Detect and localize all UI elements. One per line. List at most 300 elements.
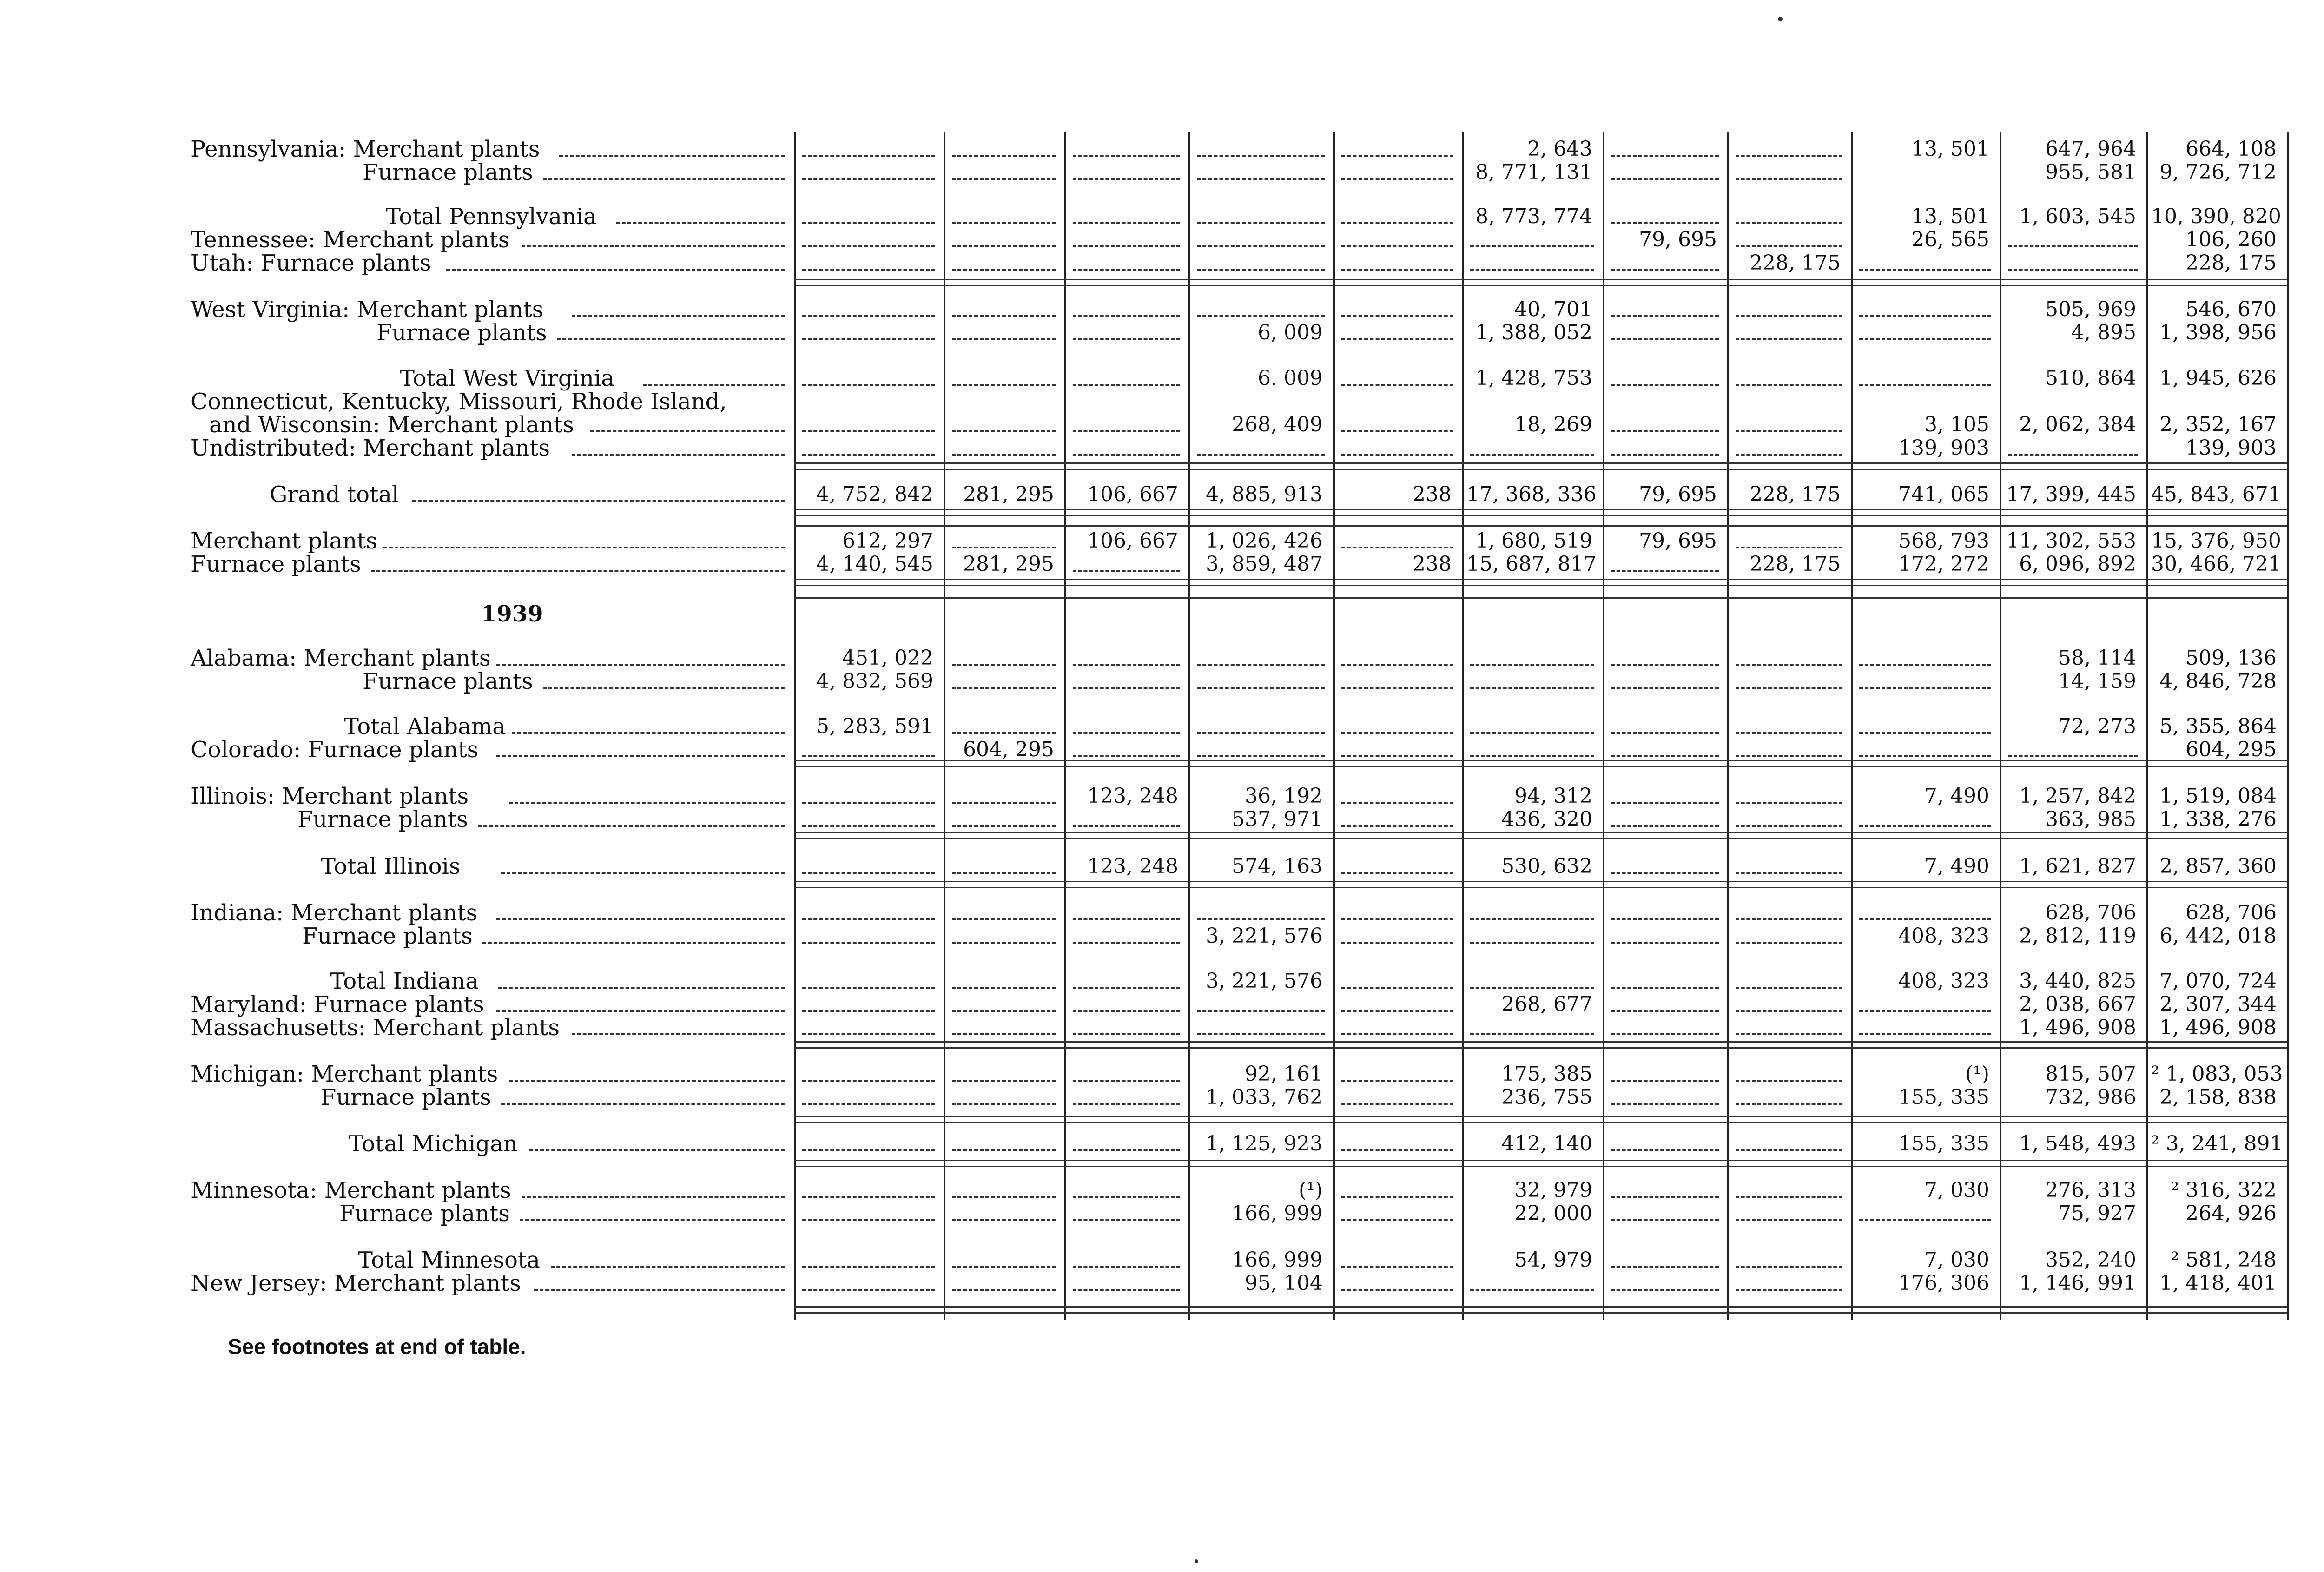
table-cell: 14, 159 — [2058, 669, 2136, 693]
row-label: Minnesota: Merchant plants — [191, 1177, 511, 1203]
empty-cell-leader — [952, 1219, 1056, 1221]
column-rule — [1462, 132, 1464, 1320]
table-cell: 1, 146, 991 — [2019, 1271, 2136, 1295]
table-cell: 412, 140 — [1501, 1132, 1592, 1156]
row-label: Maryland: Furnace plants — [191, 991, 484, 1017]
empty-cell-leader — [1073, 570, 1180, 572]
empty-cell-leader — [802, 315, 935, 317]
empty-cell-leader — [1341, 1103, 1453, 1105]
empty-cell-leader — [802, 825, 935, 827]
table-cell: 106, 667 — [1087, 482, 1178, 506]
table-cell: 1, 548, 493 — [2019, 1132, 2136, 1156]
table-cell: 13, 501 — [1911, 137, 1989, 161]
table-cell: 4, 846, 728 — [2159, 669, 2277, 693]
table-cell: 10, 390, 820 — [2151, 205, 2281, 228]
empty-cell-leader — [1073, 732, 1180, 734]
empty-cell-leader — [952, 918, 1056, 920]
empty-cell-leader — [1736, 1196, 1842, 1198]
row-label: Furnace plants — [363, 668, 533, 694]
table-cell: 352, 240 — [2045, 1248, 2136, 1272]
empty-cell-leader — [1341, 1010, 1453, 1012]
scan-speck — [1195, 1559, 1198, 1563]
empty-cell-leader — [1611, 1033, 1719, 1035]
leader-dots — [496, 664, 785, 666]
empty-cell-leader — [1073, 315, 1180, 317]
table-cell: 604, 295 — [2185, 738, 2277, 761]
group-rule — [794, 1041, 2287, 1049]
empty-cell-leader — [802, 454, 935, 456]
table-cell: 238 — [1413, 482, 1452, 506]
empty-cell-leader — [1611, 732, 1719, 734]
group-rule — [794, 1116, 2287, 1123]
table-cell: 3, 440, 825 — [2019, 969, 2136, 993]
empty-cell-leader — [1341, 315, 1453, 317]
empty-cell-leader — [1341, 430, 1453, 432]
table-cell: 1, 428, 753 — [1475, 366, 1592, 390]
table-cell: 15, 376, 950 — [2151, 529, 2281, 553]
empty-cell-leader — [1073, 430, 1180, 432]
empty-cell-leader — [1859, 664, 1991, 666]
row-label: Total West Virginia — [400, 365, 614, 391]
empty-cell-leader — [1470, 454, 1594, 456]
row-label: and Wisconsin: Merchant plants — [209, 412, 574, 438]
empty-cell-leader — [802, 987, 935, 989]
table-cell: 510, 864 — [2045, 366, 2136, 390]
empty-cell-leader — [952, 315, 1056, 317]
table-cell: 6, 442, 018 — [2159, 924, 2277, 948]
empty-cell-leader — [802, 918, 935, 920]
row-label: Furnace plants — [339, 1201, 510, 1227]
table-cell: 268, 677 — [1501, 992, 1592, 1016]
table-cell: ² 3, 241, 891 — [2151, 1132, 2283, 1156]
empty-cell-leader — [1470, 664, 1594, 666]
column-rule — [2146, 132, 2148, 1320]
empty-cell-leader — [1736, 178, 1842, 180]
empty-cell-leader — [1073, 1080, 1180, 1082]
row-label: New Jersey: Merchant plants — [191, 1270, 521, 1296]
column-rule — [1603, 132, 1604, 1320]
column-rule — [1333, 132, 1335, 1320]
empty-cell-leader — [1859, 1033, 1991, 1035]
table-cell: 3, 105 — [1924, 413, 1989, 436]
empty-cell-leader — [1859, 825, 1991, 827]
group-rule — [794, 462, 2287, 470]
empty-cell-leader — [1470, 987, 1594, 989]
column-rule — [944, 132, 945, 1320]
empty-cell-leader — [1611, 664, 1719, 666]
empty-cell-leader — [1611, 155, 1719, 157]
section-rule — [794, 525, 2287, 527]
empty-cell-leader — [952, 732, 1056, 734]
empty-cell-leader — [1736, 454, 1842, 456]
empty-cell-leader — [1341, 547, 1453, 548]
empty-cell-leader — [1470, 1289, 1594, 1291]
leader-dots — [501, 872, 785, 874]
empty-cell-leader — [1470, 687, 1594, 689]
leader-dots — [496, 1010, 785, 1012]
table-cell: 530, 632 — [1501, 854, 1592, 878]
table-cell: 7, 490 — [1924, 854, 1989, 878]
leader-dots — [509, 1080, 785, 1082]
table-cell: 509, 136 — [2185, 646, 2277, 670]
leader-dots — [590, 430, 785, 432]
table-cell: 546, 670 — [2185, 297, 2277, 321]
empty-cell-leader — [1611, 1103, 1719, 1105]
group-rule — [794, 832, 2287, 839]
empty-cell-leader — [1859, 755, 1991, 757]
empty-cell-leader — [1073, 338, 1180, 340]
empty-cell-leader — [952, 1103, 1056, 1105]
table-cell: 1, 621, 827 — [2019, 854, 2136, 878]
table-cell: 2, 352, 167 — [2159, 413, 2277, 436]
table-cell: 2, 158, 838 — [2159, 1085, 2277, 1109]
leader-dots — [478, 825, 785, 827]
empty-cell-leader — [1611, 315, 1719, 317]
table-cell: 647, 964 — [2045, 137, 2136, 161]
empty-cell-leader — [1341, 942, 1453, 944]
table-cell: 1, 519, 084 — [2159, 784, 2277, 808]
row-label: West Virginia: Merchant plants — [191, 297, 544, 323]
empty-cell-leader — [1073, 1289, 1180, 1291]
empty-cell-leader — [1736, 1149, 1842, 1151]
table-cell: 79, 695 — [1639, 482, 1717, 506]
empty-cell-leader — [1736, 942, 1842, 944]
page-number — [2317, 1297, 2324, 1380]
leader-dots — [496, 755, 785, 757]
empty-cell-leader — [802, 1149, 935, 1151]
empty-cell-leader — [1611, 1149, 1719, 1151]
empty-cell-leader — [802, 384, 935, 386]
section-rule — [794, 597, 2287, 599]
empty-cell-leader — [2008, 269, 2138, 271]
empty-cell-leader — [1197, 664, 1325, 666]
table-cell: 4, 885, 913 — [1206, 482, 1323, 506]
leader-dots — [572, 1033, 785, 1035]
row-label: Furnace plants — [302, 923, 473, 949]
table-cell: 58, 114 — [2058, 646, 2136, 670]
empty-cell-leader — [1736, 1103, 1842, 1105]
table-cell: 741, 065 — [1898, 482, 1989, 506]
empty-cell-leader — [952, 1196, 1056, 1198]
empty-cell-leader — [802, 1219, 935, 1221]
empty-cell-leader — [1736, 1033, 1842, 1035]
group-rule — [794, 881, 2287, 888]
empty-cell-leader — [1611, 1080, 1719, 1082]
empty-cell-leader — [802, 178, 935, 180]
empty-cell-leader — [802, 942, 935, 944]
empty-cell-leader — [802, 269, 935, 271]
empty-cell-leader — [1611, 269, 1719, 271]
empty-cell-leader — [1736, 315, 1842, 317]
leader-dots — [501, 1103, 785, 1105]
empty-cell-leader — [1341, 987, 1453, 989]
empty-cell-leader — [1611, 1010, 1719, 1012]
table-cell: 264, 926 — [2185, 1202, 2277, 1225]
empty-cell-leader — [1736, 1010, 1842, 1012]
table-cell: 8, 773, 774 — [1475, 205, 1592, 228]
table-cell: 4, 895 — [2071, 321, 2136, 344]
table-cell: 1, 033, 762 — [1206, 1085, 1323, 1109]
table-cell: 17, 399, 445 — [2006, 482, 2136, 506]
empty-cell-leader — [1341, 872, 1453, 874]
empty-cell-leader — [2008, 245, 2138, 247]
table-cell: 228, 175 — [1750, 251, 1841, 275]
empty-cell-leader — [1073, 384, 1180, 386]
empty-cell-leader — [1736, 1289, 1842, 1291]
empty-cell-leader — [802, 1289, 935, 1291]
empty-cell-leader — [1197, 269, 1325, 271]
empty-cell-leader — [952, 547, 1056, 548]
footnote-note: See footnotes at end of table. — [228, 1334, 526, 1359]
empty-cell-leader — [1859, 269, 1991, 271]
table-cell: 732, 986 — [2045, 1085, 2136, 1109]
group-rule — [794, 279, 2287, 286]
empty-cell-leader — [1611, 687, 1719, 689]
empty-cell-leader — [1341, 687, 1453, 689]
empty-cell-leader — [1197, 1033, 1325, 1035]
table-cell: 4, 752, 842 — [816, 482, 933, 506]
row-label: Massachusetts: Merchant plants — [191, 1015, 560, 1041]
table-cell: 36, 192 — [1245, 784, 1323, 808]
row-label: Total Indiana — [330, 968, 479, 994]
table-cell: 166, 999 — [1232, 1248, 1323, 1272]
empty-cell-leader — [1736, 918, 1842, 920]
table-cell: 664, 108 — [2185, 137, 2277, 161]
leader-dots — [543, 178, 785, 180]
empty-cell-leader — [952, 384, 1056, 386]
empty-cell-leader — [802, 1033, 935, 1035]
empty-cell-leader — [1341, 1219, 1453, 1221]
table-cell: 18, 269 — [1514, 413, 1592, 436]
empty-cell-leader — [1341, 802, 1453, 804]
table-cell: 139, 903 — [1898, 436, 1989, 460]
empty-cell-leader — [1197, 755, 1325, 757]
table-cell: 268, 409 — [1232, 413, 1323, 436]
empty-cell-leader — [2008, 454, 2138, 456]
empty-cell-leader — [1736, 987, 1842, 989]
column-rule — [794, 132, 796, 1320]
empty-cell-leader — [1736, 802, 1842, 804]
empty-cell-leader — [1859, 315, 1991, 317]
empty-cell-leader — [952, 454, 1056, 456]
empty-cell-leader — [1197, 918, 1325, 920]
table-cell: 32, 979 — [1514, 1178, 1592, 1202]
row-label: Furnace plants — [376, 320, 547, 346]
table-cell: ² 581, 248 — [2171, 1248, 2277, 1272]
leader-dots — [520, 1219, 785, 1221]
table-cell: 281, 295 — [963, 482, 1054, 506]
table-cell: 166, 999 — [1232, 1202, 1323, 1225]
empty-cell-leader — [952, 664, 1056, 666]
table-cell: 15, 687, 817 — [1466, 552, 1597, 576]
table-cell: 537, 971 — [1232, 807, 1323, 831]
table-cell: 1, 125, 923 — [1206, 1132, 1323, 1156]
leader-dots — [551, 1266, 785, 1268]
empty-cell-leader — [952, 987, 1056, 989]
row-label: Connecticut, Kentucky, Missouri, Rhode Island, — [191, 389, 727, 415]
table-cell: 568, 793 — [1898, 529, 1989, 553]
empty-cell-leader — [1736, 245, 1842, 247]
empty-cell-leader — [1341, 155, 1453, 157]
empty-cell-leader — [952, 245, 1056, 247]
column-rule — [1064, 132, 1066, 1320]
table-cell: 612, 297 — [842, 529, 933, 553]
empty-cell-leader — [1073, 245, 1180, 247]
empty-cell-leader — [1736, 222, 1842, 224]
empty-cell-leader — [802, 1196, 935, 1198]
empty-cell-leader — [1073, 1266, 1180, 1268]
empty-cell-leader — [1341, 338, 1453, 340]
leader-dots — [559, 155, 785, 157]
empty-cell-leader — [952, 1266, 1056, 1268]
empty-cell-leader — [1736, 1080, 1842, 1082]
empty-cell-leader — [1859, 338, 1991, 340]
table-cell: 176, 306 — [1898, 1271, 1989, 1295]
empty-cell-leader — [1736, 872, 1842, 874]
table-cell: 7, 030 — [1924, 1178, 1989, 1202]
empty-cell-leader — [1611, 942, 1719, 944]
empty-cell-leader — [1736, 338, 1842, 340]
column-rule — [1188, 132, 1190, 1320]
empty-cell-leader — [1611, 872, 1719, 874]
empty-cell-leader — [1197, 155, 1325, 157]
empty-cell-leader — [1736, 825, 1842, 827]
empty-cell-leader — [1611, 987, 1719, 989]
empty-cell-leader — [952, 155, 1056, 157]
empty-cell-leader — [1341, 918, 1453, 920]
table-cell: 228, 175 — [1750, 552, 1841, 576]
empty-cell-leader — [802, 1103, 935, 1105]
empty-cell-leader — [1341, 664, 1453, 666]
table-cell: 95, 104 — [1245, 1271, 1323, 1295]
table-cell: 94, 312 — [1514, 784, 1592, 808]
table-cell: 604, 295 — [963, 738, 1054, 761]
empty-cell-leader — [1736, 732, 1842, 734]
empty-cell-leader — [802, 802, 935, 804]
table-cell: 7, 070, 724 — [2159, 969, 2277, 993]
empty-cell-leader — [1470, 732, 1594, 734]
empty-cell-leader — [1197, 315, 1325, 317]
leader-dots — [572, 454, 785, 456]
leader-dots — [371, 570, 785, 572]
leader-dots — [557, 338, 785, 340]
table-cell: ² 316, 322 — [2171, 1178, 2277, 1202]
empty-cell-leader — [1736, 430, 1842, 432]
table-cell: 172, 272 — [1898, 552, 1989, 576]
empty-cell-leader — [1073, 1033, 1180, 1035]
column-rule — [2000, 132, 2001, 1320]
row-label: Furnace plants — [191, 551, 361, 577]
table-cell: 276, 313 — [2045, 1178, 2136, 1202]
empty-cell-leader — [1341, 1033, 1453, 1035]
empty-cell-leader — [1341, 1266, 1453, 1268]
table-cell: 75, 927 — [2058, 1202, 2136, 1225]
empty-cell-leader — [1197, 1010, 1325, 1012]
empty-cell-leader — [952, 430, 1056, 432]
row-label: Colorado: Furnace plants — [191, 737, 479, 763]
empty-cell-leader — [1073, 664, 1180, 666]
table-cell: 4, 832, 569 — [816, 669, 933, 693]
empty-cell-leader — [1073, 178, 1180, 180]
table-cell: 281, 295 — [963, 552, 1054, 576]
leader-dots — [643, 384, 785, 386]
empty-cell-leader — [1073, 825, 1180, 827]
empty-cell-leader — [1197, 178, 1325, 180]
empty-cell-leader — [1470, 269, 1594, 271]
empty-cell-leader — [952, 222, 1056, 224]
leader-dots — [482, 942, 785, 944]
table-cell: 236, 755 — [1501, 1085, 1592, 1109]
table-cell: 79, 695 — [1639, 529, 1717, 553]
column-rule — [2287, 132, 2289, 1320]
leader-dots — [512, 732, 785, 734]
empty-cell-leader — [1341, 1289, 1453, 1291]
table-cell: 13, 501 — [1911, 205, 1989, 228]
year-heading: 1939 — [481, 601, 543, 627]
empty-cell-leader — [1073, 687, 1180, 689]
empty-cell-leader — [1341, 178, 1453, 180]
empty-cell-leader — [1470, 245, 1594, 247]
table-cell: 1, 945, 626 — [2159, 366, 2277, 390]
row-label: Illinois: Merchant plants — [191, 783, 469, 809]
row-label: Total Illinois — [321, 853, 461, 879]
row-label: Total Michigan — [349, 1131, 518, 1157]
table-cell: 3, 859, 487 — [1206, 552, 1323, 576]
empty-cell-leader — [1736, 155, 1842, 157]
table-cell: 9, 726, 712 — [2159, 160, 2277, 184]
empty-cell-leader — [1736, 547, 1842, 548]
empty-cell-leader — [1073, 987, 1180, 989]
row-label: Tennessee: Merchant plants — [191, 227, 510, 253]
empty-cell-leader — [1859, 687, 1991, 689]
empty-cell-leader — [952, 942, 1056, 944]
empty-cell-leader — [1611, 918, 1719, 920]
table-cell: 5, 355, 864 — [2159, 714, 2277, 738]
empty-cell-leader — [1197, 732, 1325, 734]
table-cell: 22, 000 — [1514, 1202, 1592, 1225]
empty-cell-leader — [802, 245, 935, 247]
empty-cell-leader — [1197, 222, 1325, 224]
empty-cell-leader — [1073, 222, 1180, 224]
empty-cell-leader — [1341, 1149, 1453, 1151]
table-cell: 17, 368, 336 — [1466, 482, 1597, 506]
table-cell: 155, 335 — [1898, 1085, 1989, 1109]
empty-cell-leader — [802, 222, 935, 224]
table-cell: 45, 843, 671 — [2151, 482, 2281, 506]
empty-cell-leader — [1611, 755, 1719, 757]
table-cell: 1, 418, 401 — [2159, 1271, 2277, 1295]
table-cell: 4, 140, 545 — [816, 552, 933, 576]
table-cell: 408, 323 — [1898, 969, 1989, 993]
empty-cell-leader — [1341, 825, 1453, 827]
leader-dots — [529, 1149, 785, 1151]
table-cell: 628, 706 — [2185, 901, 2277, 925]
empty-cell-leader — [952, 1149, 1056, 1151]
row-label: Total Pennsylvania — [386, 204, 597, 230]
row-label: Furnace plants — [363, 159, 533, 185]
empty-cell-leader — [2008, 755, 2138, 757]
empty-cell-leader — [1611, 430, 1719, 432]
empty-cell-leader — [1341, 732, 1453, 734]
empty-cell-leader — [802, 338, 935, 340]
leader-dots — [496, 918, 785, 920]
empty-cell-leader — [952, 802, 1056, 804]
empty-cell-leader — [952, 1080, 1056, 1082]
table-cell: 1, 398, 956 — [2159, 321, 2277, 344]
empty-cell-leader — [1073, 269, 1180, 271]
table-cell: 1, 338, 276 — [2159, 807, 2277, 831]
empty-cell-leader — [1073, 1010, 1180, 1012]
